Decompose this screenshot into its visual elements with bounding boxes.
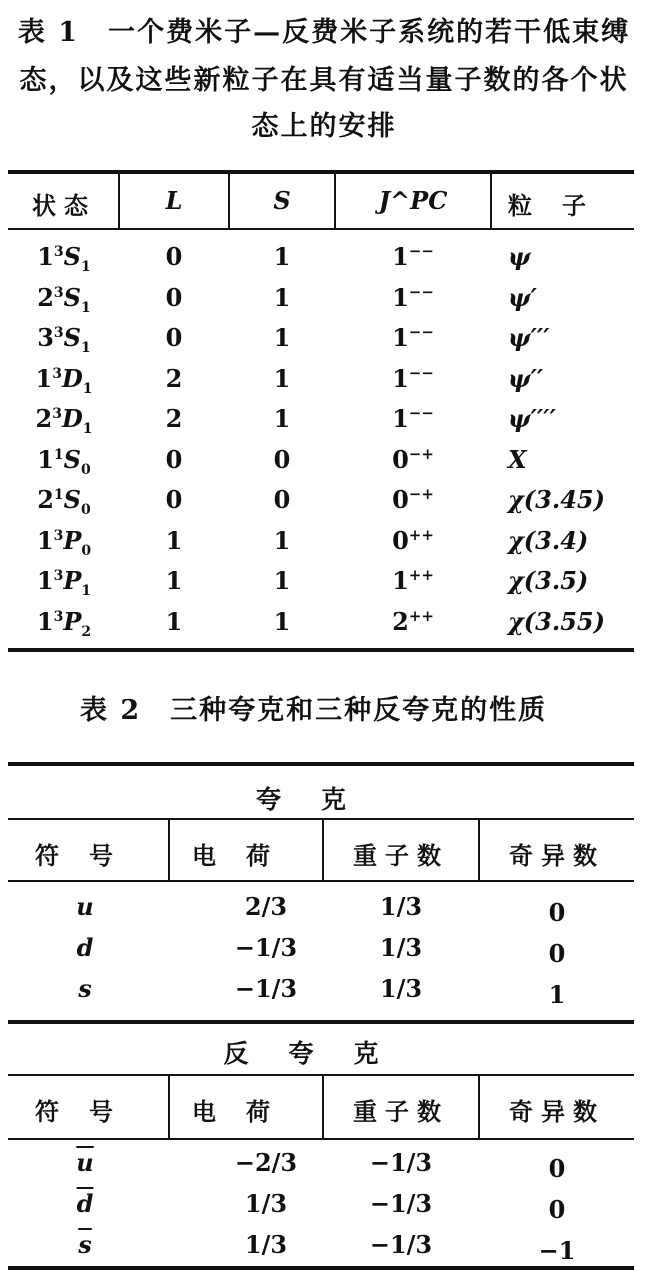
table2-charge-cell: 1/3 bbox=[244, 1189, 288, 1218]
jpc-parity-charge: −+ bbox=[408, 445, 434, 463]
table2-antiquark-group-rule bbox=[8, 1074, 634, 1076]
state-j: 0 bbox=[81, 501, 91, 518]
state-n: 2 bbox=[35, 404, 53, 433]
state-letter: P bbox=[63, 526, 82, 555]
table1-state-cell bbox=[10, 485, 118, 518]
table1-particle-cell: χ(3.45) bbox=[508, 485, 605, 514]
jpc-j: 1 bbox=[392, 364, 409, 393]
jpc-parity-charge: ++ bbox=[408, 566, 434, 584]
state-n: 1 bbox=[36, 607, 54, 636]
state-letter: S bbox=[63, 445, 82, 474]
table1-jpc-cell bbox=[336, 566, 490, 595]
table2-bottom-rule bbox=[8, 1266, 634, 1270]
table2-top-rule bbox=[8, 762, 634, 766]
table1-particle-cell: ψ bbox=[508, 242, 531, 271]
table2-antiquark-group: 反夸克 bbox=[223, 1039, 419, 1068]
table1-header-particle: 粒子 bbox=[508, 191, 616, 220]
table1-l-cell: 0 bbox=[165, 323, 183, 352]
table1-particle-cell: ψ′′ bbox=[508, 364, 544, 393]
table2-strangeness-cell: 1 bbox=[548, 980, 566, 1009]
table2-baryon-cell: 1/3 bbox=[379, 974, 423, 1003]
table1-state-cell bbox=[10, 242, 118, 275]
table1-header-rule bbox=[8, 228, 634, 230]
table1-l-cell: 2 bbox=[165, 364, 183, 393]
table2-header-strangeness: 奇异数 bbox=[509, 1097, 605, 1126]
table2-baryon-cell: −1/3 bbox=[369, 1189, 433, 1218]
jpc-parity-charge: −− bbox=[408, 364, 434, 382]
table1-state-cell bbox=[10, 445, 118, 478]
state-multiplicity: 3 bbox=[52, 366, 62, 382]
table1-s-cell: 1 bbox=[273, 283, 291, 312]
table1-particle-cell: χ(3.55) bbox=[508, 607, 605, 636]
jpc-j: 1 bbox=[392, 283, 409, 312]
jpc-parity-charge: −+ bbox=[408, 485, 434, 503]
table1-l-cell: 1 bbox=[165, 607, 183, 636]
state-letter: D bbox=[61, 364, 83, 393]
state-n: 2 bbox=[37, 485, 54, 514]
table1-caption-line3: 态上的安排 bbox=[251, 111, 397, 142]
jpc-parity-charge: ++ bbox=[408, 607, 434, 625]
jpc-j: 0 bbox=[392, 485, 409, 514]
table1-s-cell: 1 bbox=[273, 364, 291, 393]
state-multiplicity: 1 bbox=[53, 487, 64, 503]
table2-symbol-cell: $\overline{u}$ bbox=[76, 1148, 94, 1177]
table2-baryon-cell: −1/3 bbox=[369, 1230, 433, 1259]
table1-particle-cell: ψ′′′ bbox=[508, 323, 550, 352]
table1-jpc-cell bbox=[336, 526, 490, 555]
state-j: 1 bbox=[81, 299, 91, 316]
jpc-parity-charge: −− bbox=[408, 323, 434, 341]
table1-l-cell: 1 bbox=[165, 566, 183, 595]
jpc-parity-charge: −− bbox=[408, 404, 434, 422]
jpc-parity-charge: −− bbox=[408, 242, 434, 260]
state-j: 0 bbox=[81, 461, 91, 478]
jpc-j: 1 bbox=[392, 323, 409, 352]
table1-particle-cell: χ(3.5) bbox=[508, 566, 589, 595]
table2-charge-cell: 1/3 bbox=[244, 1230, 288, 1259]
table1-particle-cell: χ(3.4) bbox=[508, 526, 589, 555]
table1-l-cell: 0 bbox=[165, 242, 183, 271]
jpc-j: 1 bbox=[392, 242, 409, 271]
state-n: 1 bbox=[37, 445, 54, 474]
table1-s-cell: 1 bbox=[273, 566, 291, 595]
table2-header-rule bbox=[8, 1138, 634, 1140]
table1-jpc-cell bbox=[336, 445, 490, 474]
table2-header-charge: 电荷 bbox=[192, 841, 300, 870]
table1-bottom-rule bbox=[8, 648, 634, 652]
state-multiplicity: 3 bbox=[53, 528, 64, 544]
table1-jpc-cell bbox=[336, 485, 490, 514]
table1-s-cell: 1 bbox=[273, 242, 291, 271]
table1-l-cell: 0 bbox=[165, 485, 183, 514]
table2-symbol-cell: d bbox=[76, 933, 94, 962]
table2-symbol-cell: u bbox=[76, 892, 94, 921]
state-letter: S bbox=[63, 323, 82, 352]
table2-baryon-cell: −1/3 bbox=[369, 1148, 433, 1177]
state-letter: D bbox=[61, 404, 83, 433]
state-letter: P bbox=[63, 607, 82, 636]
table2-header-charge: 电荷 bbox=[192, 1097, 300, 1126]
table2-quark-group-rule bbox=[8, 818, 634, 820]
table2-symbol-cell: $\overline{s}$ bbox=[78, 1230, 92, 1259]
table1-jpc-cell bbox=[336, 364, 490, 393]
state-n: 1 bbox=[36, 526, 54, 555]
table1-s-cell: 1 bbox=[273, 404, 291, 433]
table1-particle-cell: ψ′′′′ bbox=[508, 404, 556, 433]
table2-baryon-cell: 1/3 bbox=[379, 933, 423, 962]
jpc-j: 0 bbox=[392, 526, 409, 555]
table2-strangeness-cell: 0 bbox=[548, 1154, 566, 1183]
table2-header-baryon: 重子数 bbox=[353, 841, 449, 870]
jpc-j: 1 bbox=[392, 404, 409, 433]
table1-header-jpc: J^PC bbox=[378, 186, 448, 215]
table2-charge-cell: −2/3 bbox=[234, 1148, 298, 1177]
table2-strangeness-cell: 0 bbox=[548, 1195, 566, 1224]
table2-mid-rule bbox=[8, 1020, 634, 1024]
table1-jpc-cell bbox=[336, 404, 490, 433]
state-multiplicity: 3 bbox=[53, 244, 64, 260]
table1-jpc-cell bbox=[336, 323, 490, 352]
state-letter: S bbox=[63, 242, 82, 271]
table1-s-cell: 0 bbox=[273, 485, 291, 514]
table1-header-state: 状态 bbox=[32, 191, 96, 220]
state-j: 1 bbox=[82, 420, 93, 437]
state-multiplicity: 3 bbox=[53, 325, 64, 341]
table2-quark-group: 夸克 bbox=[255, 785, 386, 814]
table1-particle-cell: X bbox=[508, 445, 527, 474]
state-j: 1 bbox=[82, 380, 93, 397]
jpc-j: 1 bbox=[392, 566, 409, 595]
table1-jpc-cell bbox=[336, 242, 490, 271]
table2-strangeness-cell: −1 bbox=[538, 1236, 576, 1265]
table2-strangeness-cell: 0 bbox=[548, 898, 566, 927]
state-n: 1 bbox=[35, 364, 53, 393]
table1-state-cell bbox=[10, 364, 118, 397]
state-multiplicity: 3 bbox=[53, 285, 64, 301]
state-j: 2 bbox=[81, 623, 92, 640]
table1-state-cell bbox=[10, 526, 118, 559]
state-n: 3 bbox=[37, 323, 54, 352]
table2-caption: 表 2 三种夸克和三种反夸克的性质 bbox=[80, 695, 548, 726]
state-n: 1 bbox=[36, 566, 54, 595]
table1-state-cell bbox=[10, 566, 118, 599]
table1-l-cell: 0 bbox=[165, 445, 183, 474]
table1-state-cell bbox=[10, 607, 118, 640]
state-multiplicity: 1 bbox=[53, 447, 64, 463]
state-multiplicity: 3 bbox=[52, 406, 62, 422]
table2-charge-cell: −1/3 bbox=[234, 933, 298, 962]
state-letter: S bbox=[63, 283, 82, 312]
state-letter: P bbox=[63, 566, 82, 595]
table1-s-cell: 1 bbox=[273, 607, 291, 636]
table1-particle-cell: ψ′ bbox=[508, 283, 537, 312]
table2-header-symbol: 符号 bbox=[35, 841, 143, 870]
table1-l-cell: 1 bbox=[165, 526, 183, 555]
table1-jpc-cell bbox=[336, 607, 490, 636]
table1-l-cell: 0 bbox=[165, 283, 183, 312]
table2-symbol-cell: s bbox=[78, 974, 92, 1003]
table1-caption-line2: 态，以及这些新粒子在具有适当量子数的各个状 bbox=[19, 65, 629, 96]
state-n: 1 bbox=[37, 242, 54, 271]
table1-state-cell bbox=[10, 283, 118, 316]
table1-s-cell: 0 bbox=[273, 445, 291, 474]
table1-state-cell bbox=[10, 404, 118, 437]
table1-l-cell: 2 bbox=[165, 404, 183, 433]
table2-header-strangeness: 奇异数 bbox=[509, 841, 605, 870]
state-j: 0 bbox=[81, 542, 92, 559]
table2-charge-cell: 2/3 bbox=[244, 892, 288, 921]
state-j: 1 bbox=[81, 258, 91, 275]
table1-s-cell: 1 bbox=[273, 526, 291, 555]
table2-charge-cell: −1/3 bbox=[234, 974, 298, 1003]
table2-symbol-cell: $\overline{d}$ bbox=[76, 1189, 94, 1218]
jpc-parity-charge: ++ bbox=[408, 526, 434, 544]
table1-header-s: S bbox=[273, 186, 291, 215]
table1-jpc-cell bbox=[336, 283, 490, 312]
jpc-j: 0 bbox=[392, 445, 409, 474]
table1-caption-line1: 表 1 一个费米子—反费米子系统的若干低束缚 bbox=[17, 17, 631, 48]
jpc-parity-charge: −− bbox=[408, 283, 434, 301]
state-multiplicity: 3 bbox=[53, 609, 64, 625]
table1-s-cell: 1 bbox=[273, 323, 291, 352]
table2-strangeness-cell: 0 bbox=[548, 939, 566, 968]
state-letter: S bbox=[63, 485, 82, 514]
jpc-j: 2 bbox=[392, 607, 409, 636]
table2-baryon-cell: 1/3 bbox=[379, 892, 423, 921]
table2-header-symbol: 符号 bbox=[35, 1097, 143, 1126]
table1-header-l: L bbox=[165, 186, 183, 215]
state-n: 2 bbox=[37, 283, 54, 312]
state-multiplicity: 3 bbox=[53, 568, 64, 584]
table1-state-cell bbox=[10, 323, 118, 356]
table1-top-rule bbox=[8, 170, 634, 174]
table2-header-rule bbox=[8, 880, 634, 882]
state-j: 1 bbox=[81, 339, 91, 356]
state-j: 1 bbox=[81, 582, 92, 599]
table2-header-baryon: 重子数 bbox=[353, 1097, 449, 1126]
